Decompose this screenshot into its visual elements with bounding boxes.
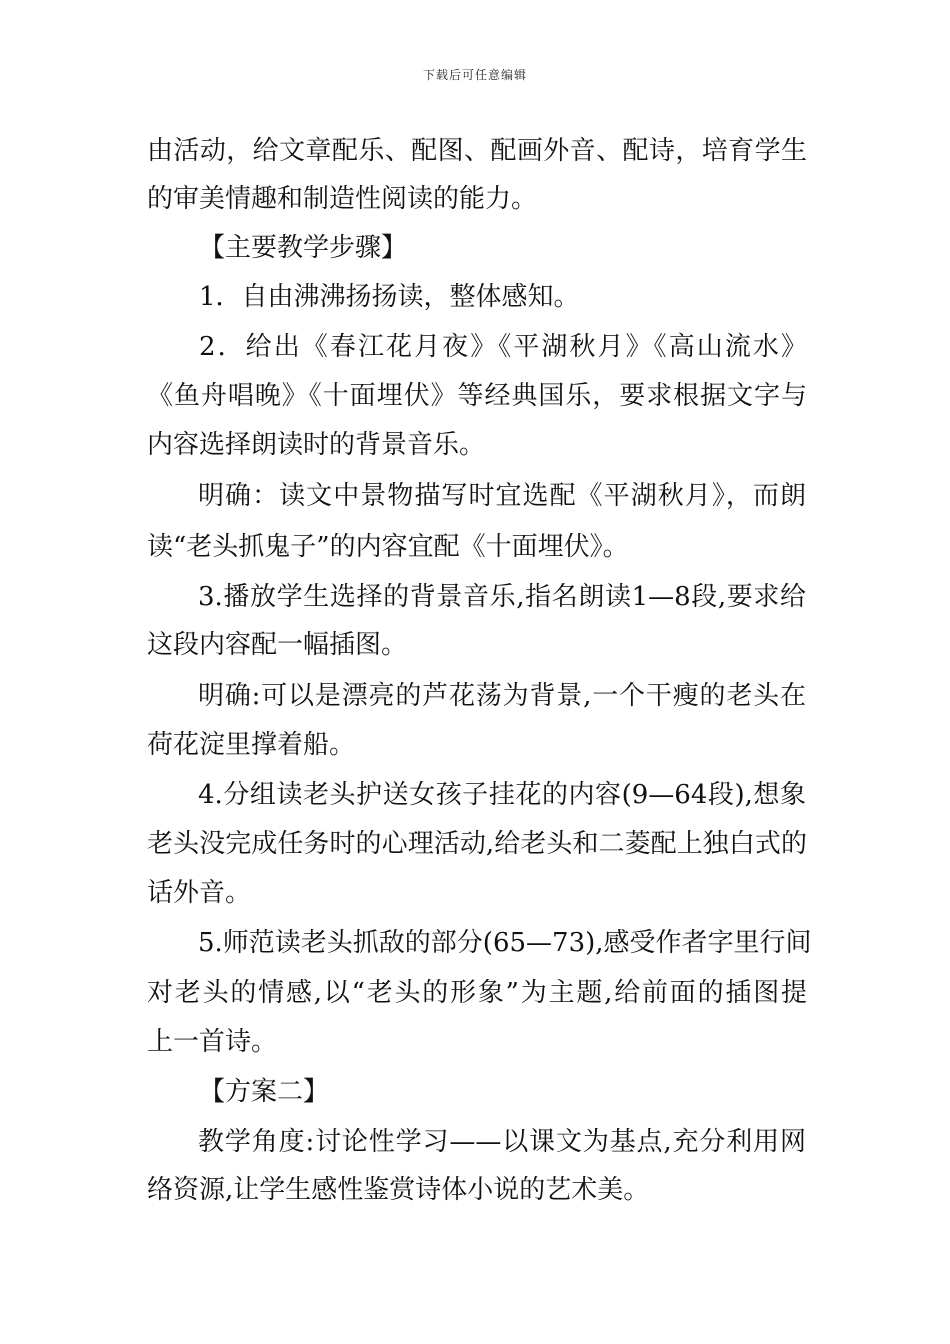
page-header: 下载后可任意编辑 — [422, 68, 527, 82]
text-line: 内容选择朗读时的背景音乐。 — [147, 430, 486, 460]
text-line: 由活动，给文章配乐、配图、配画外音、配诗，培育学生 — [147, 136, 807, 166]
text-line: 荷花淀里撑着船。 — [147, 730, 356, 760]
text-line: 读“老头抓鬼子”的内容宜配《十面埋伏》。 — [147, 532, 629, 562]
section-heading: 【主要教学步骤】 — [199, 233, 408, 263]
text-line: 明确：读文中景物描写时宜选配《平湖秋月》，而朗 — [198, 481, 806, 511]
text-line: 上一首诗。 — [147, 1027, 278, 1057]
text-line: 1．自由沸沸扬扬读，整体感知。 — [199, 282, 580, 312]
text-line: 老头没完成任务时的心理活动,给老头和二菱配上独白式的 — [147, 829, 807, 859]
text-line: 络资源,让学生感性鉴赏诗体小说的艺术美。 — [147, 1175, 650, 1205]
text-line: 3.播放学生选择的背景音乐,指名朗读1—8段,要求给 — [198, 582, 806, 612]
text-line: 教学角度:讨论性学习——以课文为基点,充分利用网 — [198, 1127, 806, 1157]
text-line: 这段内容配一幅插图。 — [147, 630, 408, 660]
section-heading: 【方案二】 — [199, 1077, 330, 1107]
text-line: 明确:可以是漂亮的芦花荡为背景,一个干瘦的老头在 — [198, 681, 806, 711]
text-line: 2．给出《春江花月夜》《平湖秋月》《高山流水》 — [199, 332, 807, 362]
text-line: 5.师范读老头抓敌的部分(65—73),感受作者字里行间 — [198, 928, 812, 958]
text-line: 4.分组读老头护送女孩子挂花的内容(9—64段),想象 — [198, 780, 806, 810]
text-line: 的审美情趣和制造性阅读的能力。 — [147, 184, 538, 214]
text-line: 《鱼舟唱晚》《十面埋伏》等经典国乐，要求根据文字与 — [147, 381, 807, 411]
text-line: 对老头的情感,以“老头的形象”为主题,给前面的插图提 — [147, 978, 807, 1008]
text-line: 话外音。 — [147, 878, 252, 908]
